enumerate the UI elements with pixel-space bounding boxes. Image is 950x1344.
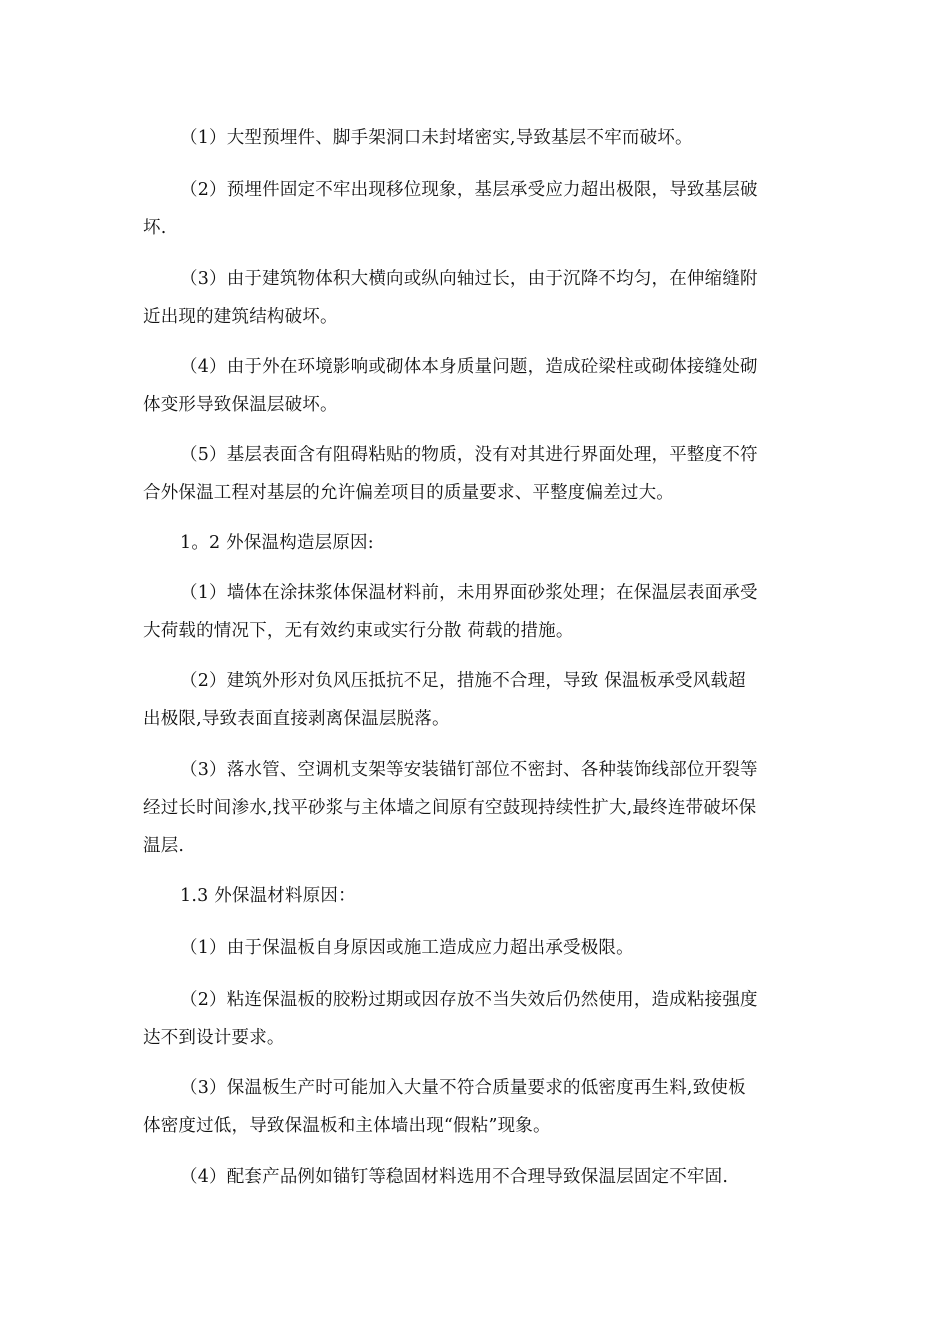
- text-line: 经过长时间渗水,找平砂浆与主体墙之间原有空鼓现持续性扩大,最终连带破坏保: [143, 798, 757, 818]
- heading-text: 1。2 外保温构造层原因:: [180, 533, 374, 553]
- text-line: （1）由于保温板自身原因或施工造成应力超出承受极限。: [180, 938, 634, 958]
- paragraph-11: [143, 1069, 808, 1145]
- paragraph-1: [143, 119, 808, 157]
- paragraph-3: [143, 260, 808, 336]
- text-line: （3）落水管、空调机支架等安装锚钉部位不密封、各种装饰线部位开裂等: [180, 760, 758, 780]
- text-line: （4）由于外在环境影响或砌体本身质量问题，造成砼梁柱或砌体接缝处砌: [180, 357, 758, 377]
- text-line: （1）大型预埋件、脚手架洞口未封堵密实,导致基层不牢而破坏。: [180, 128, 693, 148]
- text-line: 合外保温工程对基层的允许偏差项目的质量要求、平整度偏差过大。: [143, 483, 674, 503]
- paragraph-8: [143, 751, 808, 865]
- heading-text: 1.3 外保温材料原因：: [180, 886, 356, 906]
- section-heading-1-3: [143, 877, 808, 915]
- text-line: 大荷载的情况下，无有效约束或实行分散 荷载的措施。: [143, 621, 574, 641]
- paragraph-10: [143, 981, 808, 1057]
- text-line: （3）保温板生产时可能加入大量不符合质量要求的低密度再生料,致使板: [180, 1078, 746, 1098]
- text-line: 体密度过低，导致保温板和主体墙出现“假粘”现象。: [143, 1116, 551, 1136]
- paragraph-2: [143, 171, 808, 247]
- text-line: 体变形导致保温层破坏。: [143, 395, 338, 415]
- text-line: （4）配套产品例如锚钉等稳固材料选用不合理导致保温层固定不牢固.: [180, 1167, 729, 1187]
- paragraph-9: [143, 929, 808, 967]
- text-line: 温层.: [143, 836, 185, 856]
- text-line: 近出现的建筑结构破坏。: [143, 307, 338, 327]
- text-line: （2）粘连保温板的胶粉过期或因存放不当失效后仍然使用，造成粘接强度: [180, 990, 758, 1010]
- paragraph-4: [143, 348, 808, 424]
- text-line: （1）墙体在涂抹浆体保温材料前，未用界面砂浆处理；在保温层表面承受: [180, 583, 758, 603]
- text-line: （2）建筑外形对负风压抵抗不足，措施不合理，导致 保温板承受风载超: [180, 671, 746, 691]
- text-line: 达不到设计要求。: [143, 1028, 285, 1048]
- paragraph-5: [143, 436, 808, 512]
- text-line: （5）基层表面含有阻碍粘贴的物质，没有对其进行界面处理，平整度不符: [180, 445, 758, 465]
- section-heading-1-2: [143, 524, 808, 562]
- text-line: （3）由于建筑物体积大横向或纵向轴过长，由于沉降不均匀，在伸缩缝附: [180, 269, 758, 289]
- text-line: 坏.: [143, 218, 167, 238]
- text-line: （2）预埋件固定不牢出现移位现象，基层承受应力超出极限，导致基层破: [180, 180, 758, 200]
- paragraph-7: [143, 662, 808, 738]
- paragraph-12: [143, 1158, 808, 1196]
- text-line: 出极限,导致表面直接剥离保温层脱落。: [143, 709, 450, 729]
- paragraph-6: [143, 574, 808, 650]
